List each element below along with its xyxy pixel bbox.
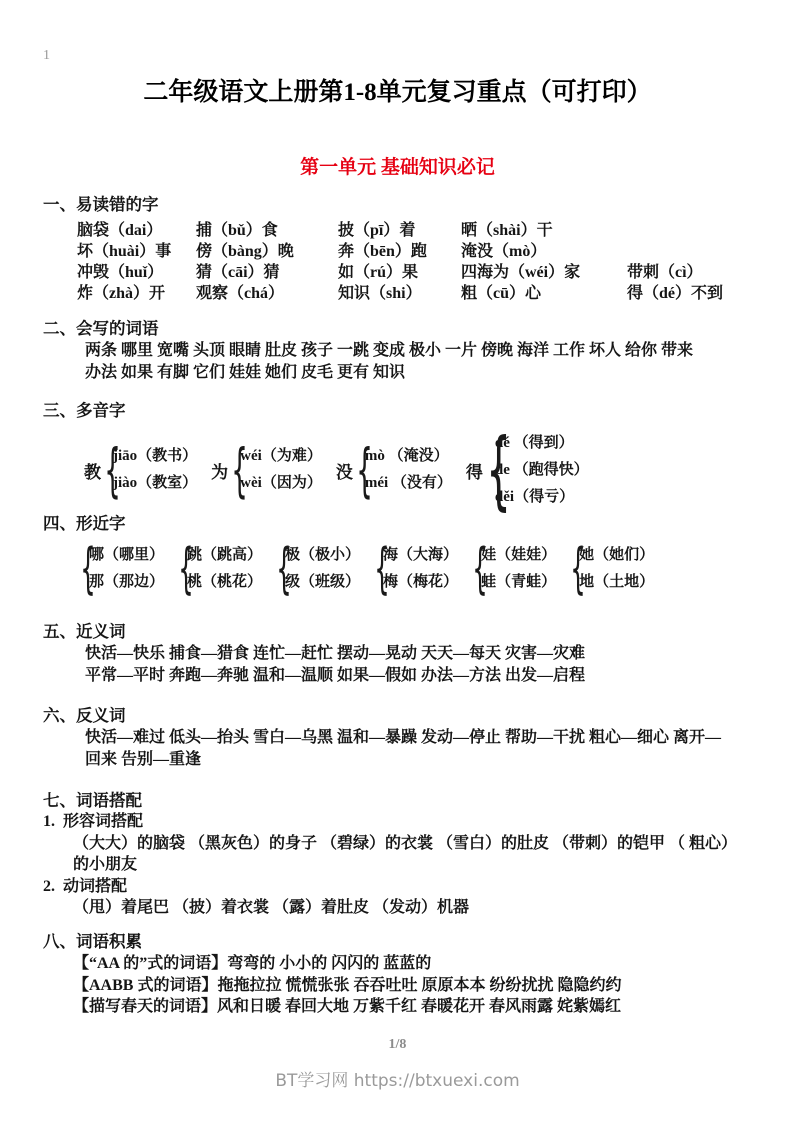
- reading: wéi（为难）: [240, 448, 322, 464]
- subsection-title: 动词搭配: [63, 877, 128, 895]
- word-cell: [627, 220, 795, 241]
- word-line: 快活—快乐 捕食—猎食 连忙—赶忙 摆动—晃动 天天—每天 灾害—灾难: [85, 645, 586, 662]
- pair-items: [187, 542, 262, 596]
- table-row: [77, 220, 795, 241]
- reading: jiào（教室）: [113, 475, 198, 491]
- brace-glyph: {: [104, 436, 121, 504]
- head-character: 教: [84, 462, 101, 482]
- word-line: 【描写春天的词语】风和日暖 春回大地 万紫千红 春暖花开 春风雨露 姹紫嫣红: [73, 998, 622, 1015]
- word-cell: 坏（huài）事: [77, 243, 172, 260]
- pair-items: [89, 542, 164, 596]
- look-alike-group: [77, 537, 165, 600]
- readings: [113, 443, 197, 497]
- word-cell: 带刺（cì）: [627, 264, 703, 281]
- pair-item: 梅（梅花）: [383, 574, 459, 590]
- word-cell: 晒（shài）干: [461, 222, 553, 239]
- unit-subtitle: 第一单元 基础知识必记: [300, 157, 495, 178]
- subsection-number: 2.: [43, 877, 55, 895]
- word-line: 平常—平时 奔跑—奔驰 温和—温顺 如果—假如 办法—方法 出发—启程: [85, 666, 586, 684]
- section-look-alike-characters: [0, 513, 795, 600]
- pair-item: 蛙（青蛙）: [481, 574, 557, 590]
- reading: mò （淹没）: [364, 448, 449, 464]
- word-cell: 如（rú）果: [338, 264, 419, 281]
- reading: dé （得到）: [494, 434, 574, 451]
- brace-glyph: {: [276, 537, 292, 600]
- head-character: 没: [335, 462, 353, 482]
- section-word-collocations: [0, 790, 795, 919]
- word-line: 两条 哪里 宽嘴 头顶 眼睛 肚皮 孩子 一跳 变成 极小 一片 傍晚 海洋 工作 坏人 给你 带来: [85, 342, 694, 359]
- word-cell: 脑袋（dai）: [77, 222, 163, 239]
- reading: děi（得亏）: [494, 488, 575, 505]
- brace-glyph: {: [231, 436, 249, 504]
- subsection-number: 1.: [43, 813, 55, 830]
- look-alike-group: [371, 537, 459, 600]
- section-synonyms: [0, 621, 795, 686]
- table-row: [77, 241, 795, 262]
- brace-glyph: {: [374, 537, 390, 600]
- head-character: 得: [465, 462, 483, 482]
- word-cell: 观察（chá）: [196, 285, 285, 302]
- reading: wèi（因为）: [240, 475, 322, 491]
- look-alike-group: [469, 537, 557, 600]
- reading: méi （没有）: [364, 475, 452, 491]
- pair-item: 哪（哪里）: [89, 547, 165, 563]
- word-line: 【“AA 的”式的词语】弯弯的 小小的 闪闪的 蓝蓝的: [73, 955, 432, 972]
- subsection-verb-collocation: [0, 876, 795, 898]
- polyphonic-group: [335, 436, 452, 504]
- reading: de （跑得快）: [494, 461, 589, 478]
- pair-item: 她（她们）: [579, 547, 655, 563]
- word-cell: 冲毁（huǐ）: [77, 264, 164, 281]
- section-heading: 四、形近字: [43, 514, 126, 533]
- section-heading: 一、易读错的字: [43, 195, 159, 214]
- word-line: （大大）的脑袋 （黑灰色）的身子 （碧绿）的衣裳 （雪白）的肚皮 （带刺）的铠甲 （ 粗心）: [73, 834, 738, 852]
- pair-item: 娃（娃娃）: [481, 547, 557, 563]
- word-line: 办法 如果 有脚 它们 娃娃 她们 皮毛 更有 知识: [85, 363, 406, 381]
- brace-glyph: {: [570, 537, 586, 600]
- pair-item: 地（土地）: [579, 574, 655, 590]
- polyphonic-group: [211, 436, 322, 504]
- word-cell: 得（dé）不到: [627, 285, 724, 302]
- pair-item: 那（那边）: [89, 574, 165, 590]
- readings: [365, 443, 452, 497]
- brace-glyph: {: [472, 537, 488, 600]
- section-antonyms: [0, 705, 795, 770]
- section-heading: 七、词语搭配: [43, 791, 142, 810]
- section-heading: 二、会写的词语: [43, 319, 159, 338]
- word-line: 回来 告别—重逢: [85, 750, 202, 768]
- word-line: （甩）着尾巴 （披）着衣裳 （露）着肚皮 （发动）机器: [73, 899, 470, 916]
- pair-items: [285, 542, 360, 596]
- word-cell: 猜（cāi）猜: [196, 264, 280, 281]
- subsection-title: 形容词搭配: [63, 813, 144, 830]
- misread-characters-table: [0, 220, 795, 304]
- section-heading: 五、近义词: [43, 622, 126, 641]
- brace-glyph: {: [486, 420, 511, 520]
- page-corner-number: 1: [43, 48, 50, 63]
- polyphonic-group: [465, 420, 589, 520]
- brace-glyph: {: [178, 537, 194, 600]
- word-cell: 捕（bǔ）食: [196, 222, 278, 239]
- site-watermark: BT学习网 https://btxuexi.com: [275, 1071, 520, 1091]
- pair-item: 海（大海）: [383, 547, 459, 563]
- page-title: 二年级语文上册第1-8单元复习重点（可打印）: [143, 79, 652, 106]
- page-number: 1/8: [388, 1037, 407, 1052]
- reading: jiāo（教书）: [113, 448, 198, 464]
- look-alike-group: [273, 537, 361, 600]
- look-alike-groups: [0, 537, 795, 600]
- look-alike-group: [175, 537, 263, 600]
- pair-items: [481, 542, 556, 596]
- polyphonic-group: [84, 436, 198, 504]
- word-cell: [627, 241, 795, 262]
- table-row: [77, 283, 795, 304]
- pair-item: 跳（跳高）: [187, 547, 263, 563]
- readings: [240, 443, 322, 497]
- brace-glyph: {: [80, 537, 96, 600]
- polyphonic-groups: [0, 420, 795, 520]
- word-cell: 粗（cū）心: [461, 285, 542, 302]
- word-cell: 知识（shi）: [338, 285, 422, 302]
- word-cell: 四海为（wéi）家: [461, 264, 581, 281]
- section-heading: 六、反义词: [43, 706, 126, 725]
- word-cell: 淹没（mò）: [461, 243, 547, 260]
- section-polyphonic-characters: [0, 400, 795, 520]
- word-cell: 傍（bàng）晚: [196, 243, 294, 260]
- subsection-adjective-collocation: [0, 811, 795, 833]
- table-row: [77, 262, 795, 283]
- section-easily-misread-characters: [0, 194, 795, 304]
- pair-item: 极（极小）: [285, 547, 361, 563]
- word-cell: 炸（zhà）开: [77, 285, 166, 302]
- word-cell: 奔（bēn）跑: [338, 243, 427, 260]
- brace-glyph: {: [356, 436, 373, 504]
- pair-items: [383, 542, 458, 596]
- head-character: 为: [211, 462, 229, 482]
- pair-items: [579, 542, 654, 596]
- section-word-accumulation: [0, 931, 795, 1018]
- section-heading: 三、多音字: [43, 401, 126, 420]
- section-heading: 八、词语积累: [43, 932, 142, 951]
- pair-item: 桃（桃花）: [187, 574, 263, 590]
- word-line: 的小朋友: [73, 856, 138, 873]
- section-words-to-write: [0, 318, 795, 383]
- word-cell: 披（pī）着: [338, 222, 416, 239]
- look-alike-group: [567, 537, 655, 600]
- pair-item: 级（班级）: [285, 574, 361, 590]
- word-line: 快活—难过 低头—抬头 雪白—乌黑 温和—暴躁 发动—停止 帮助—干扰 粗心—细心 离开—: [85, 729, 722, 746]
- word-line: 【AABB 式的词语】拖拖拉拉 慌慌张张 吞吞吐吐 原原本本 纷纷扰扰 隐隐约约: [73, 976, 622, 994]
